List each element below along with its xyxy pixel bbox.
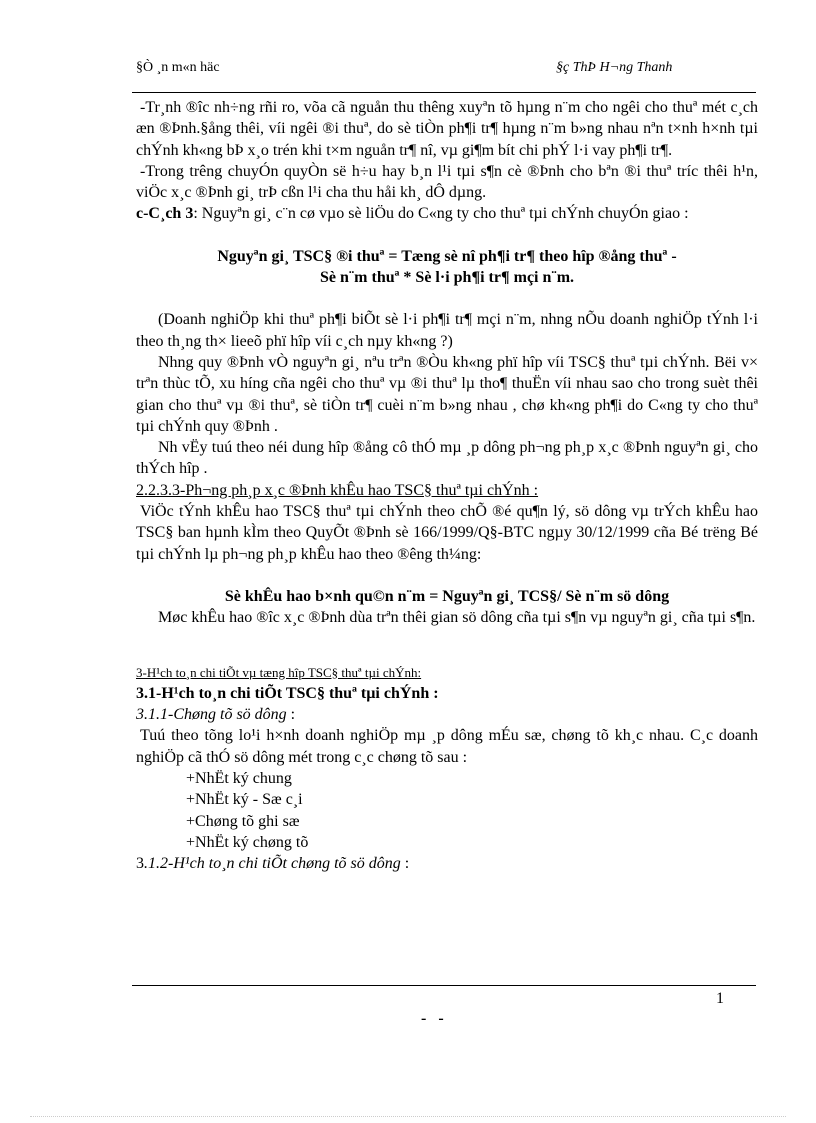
paragraph-4: (Doanh nghiÖp khi thuª ph¶i biÕt sè l·i ph¶i tr¶ mçi n¨m, nhng nÕu doanh nghiÖp tÝnh l·i theo th¸ng th× lieeõ phï hîp víi c¸ch nµy kh«ng ?)	[136, 311, 758, 350]
method-3-text: : Nguyªn gi¸ c¨n cø vµo sè liÖu do C«ng ty cho thuª tµi chÝnh chuyÓn giao :	[193, 205, 689, 223]
paragraph-1: -Tr¸nh ®îc nh÷ng rñi ro, võa cã nguån thu thêng xuyªn tõ hµng n¨m cho ngêi cho thuª mét c¸ch æn ®Þnh.§ång thêi, víi ngêi ®i thuª, do sè tiÒn ph¶i tr¶ hµng n¨m b»ng nhau nªn t×nh h×nh tµi chÝnh kh«ng bÞ x¸o trén khi t×m nguån tr¶ nî, vµ gi¶m bít chi phÝ l·i vay ph¶i tr¶.	[136, 99, 758, 159]
paragraph-8: Møc khÊu hao ®îc x¸c ®Þnh dùa trªn thêi gian sö dông cña tµi s¶n vµ nguyªn gi¸ cña tµi s¶n.	[158, 609, 756, 627]
heading-2-2-3-3: 2.2.3.3-Ph¬ng ph¸p x¸c ®Þnh khÊu hao TSC§ thuª tµi chÝnh :	[136, 481, 539, 499]
footer-rule	[132, 985, 756, 986]
formula-2: Sè khÊu hao b×nh qu©n n¨m = Nguyªn gi¸ TCS§/ Sè n¨m sö dông	[224, 587, 670, 605]
list-item: +NhËt ký - Sæ c¸i	[186, 791, 303, 809]
heading-3-1-1-colon: :	[286, 706, 296, 724]
heading-3-1-2	[136, 853, 758, 874]
list-item: +Chøng tõ ghi sæ	[186, 812, 300, 830]
heading-3-1: 3.1-H¹ch to¸n chi tiÕt TSC§ thuª tµi chÝnh :	[136, 684, 439, 702]
page-bottom-dotted-line	[30, 1116, 786, 1117]
heading-3-small: 3-H¹ch to¸n chi tiÕt vµ tæng hîp TSC§ thuª tµi chÝnh:	[136, 664, 422, 680]
heading-3-1-2-colon: :	[400, 855, 410, 873]
paragraph-5: Nhng quy ®Þnh vÒ nguyªn gi¸ nªu trªn ®Òu kh«ng phï hîp víi TSC§ thuª tµi chÝnh. Bëi v× trªn thùc tÕ, xu híng cña ngêi cho thuª vµ ®i thuª lµ tho¶ thuËn víi nhau sao cho trong suèt thêi gian cho thuª vµ ®i thuª, sè tiÒn tr¶ cuèi n¨m b»ng nhau , chø kh«ng ph¶i do C«ng ty cho thuª tµi chÝnh quy ®Þnh .	[136, 353, 758, 435]
page-number: 1	[716, 990, 724, 1007]
formula-1-line-1: Nguyªn gi¸ TSC§ ®i thuª = Tæng sè nî ph¶i tr¶ theo hîp ®ång thuª -	[217, 247, 677, 265]
header-rule	[132, 92, 756, 93]
list-item: +NhËt ký chung	[186, 770, 292, 788]
heading-3-1-1-text: 3.1.1-Chøng tõ sö dông	[136, 706, 287, 724]
page-dash-marker: - -	[421, 1010, 448, 1027]
paragraph-7: ViÖc tÝnh khÊu hao TSC§ thuª tµi chÝnh theo chÕ ®é qu¶n lý, sö dông vµ trÝch khÊu hao TSC§ ban hµnh kÌm theo QuyÕt ®Þnh sè 166/1999/Q§-BTC ngµy 30/12/1999 cña Bé trëng Bé tµi chÝnh lµ ph¬ng ph¸p khÊu hao theo ®êng th¼ng:	[136, 503, 758, 563]
paragraph-2: -Trong trêng chuyÓn quyÒn së h÷u hay b¸n l¹i tµi s¶n cè ®Þnh cho bªn ®i thuª tríc thêi h¹n, viÖc x¸c ®Þnh gi¸ trÞ cßn l¹i cha thu håi kh¸ dÔ dµng.	[136, 162, 758, 202]
paragraph-3	[136, 203, 758, 224]
heading-3-1-1	[136, 704, 758, 725]
header-right-text: §ç ThÞ H¬ng Thanh	[556, 60, 673, 75]
paragraph-9: Tuú theo tõng lo¹i h×nh doanh nghiÖp mµ ¸p dông mÉu sæ, chøng tõ kh¸c nhau. C¸c doanh nghiÖp cã thÓ sö dông mét trong c¸c chøng tõ sau :	[136, 727, 758, 766]
header-left-text: §Ò ¸n m«n häc	[136, 60, 220, 75]
paragraph-6: Nh vËy tuú theo néi dung hîp ®ång cô thÓ mµ ¸p dông ph¬ng ph¸p x¸c ®Þnh nguyªn gi¸ cho thÝch hîp .	[136, 439, 758, 478]
heading-3-1-2-number: 3	[136, 855, 144, 873]
formula-1-line-2: Sè n¨m thuª * Sè l·i ph¶i tr¶ mçi n¨m.	[319, 269, 575, 287]
heading-3-1-2-text: .1.2-H¹ch to¸n chi tiÕt chøng tõ sö dông	[144, 855, 401, 873]
method-3-label: c-C¸ch 3	[136, 205, 194, 223]
list-item: +NhËt ký chøng tõ	[186, 833, 309, 851]
document-body	[136, 97, 758, 875]
